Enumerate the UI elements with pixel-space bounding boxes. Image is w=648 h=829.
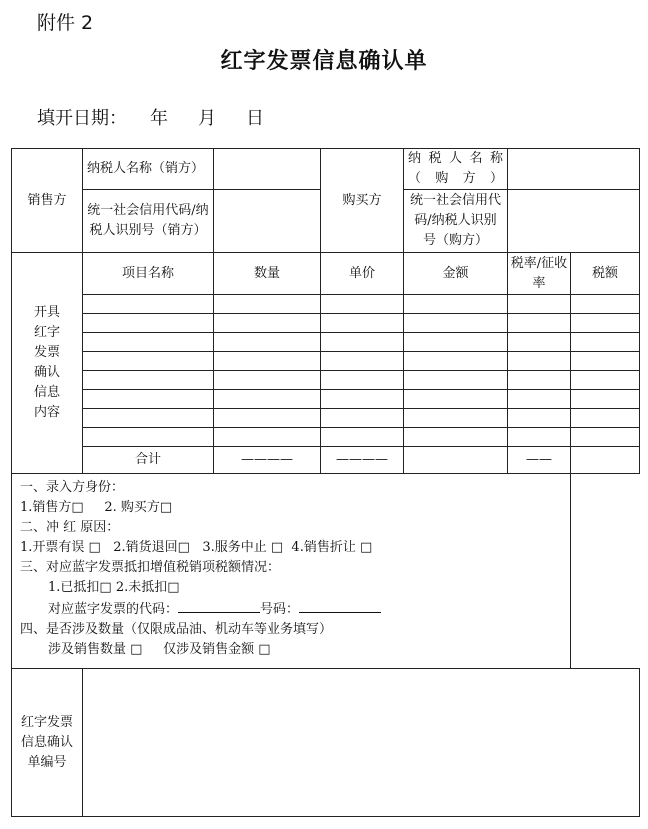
col-header-tax-amount: 税额 xyxy=(571,253,640,295)
item-cell[interactable] xyxy=(214,371,321,390)
item-cell[interactable] xyxy=(83,428,214,447)
reason-title: 二、冲 红 原因： xyxy=(20,520,120,535)
deduct-option-yes[interactable]: 1.已抵扣□ xyxy=(48,580,112,595)
reason-option-service-stop[interactable]: 3.服务中止 □ xyxy=(202,540,284,555)
item-cell[interactable] xyxy=(214,333,321,352)
col-header-tax-rate: 税率/征收率 xyxy=(508,253,571,295)
item-cell[interactable] xyxy=(83,314,214,333)
item-cell[interactable] xyxy=(571,314,640,333)
item-cell[interactable] xyxy=(214,409,321,428)
buyer-id-label: 统一社会信用代码/纳税人识别号（购方） xyxy=(404,190,508,253)
item-cell[interactable] xyxy=(83,295,214,314)
buyer-name-label: 纳 税 人 名 称（购方） xyxy=(404,149,508,190)
fill-date-label: 填开日期： xyxy=(37,108,127,129)
section-label-line: 内容 xyxy=(33,405,60,420)
item-cell[interactable] xyxy=(214,314,321,333)
table-row xyxy=(12,428,640,447)
item-cell[interactable] xyxy=(83,352,214,371)
red-invoice-form-table xyxy=(11,148,640,817)
total-row xyxy=(12,447,640,474)
item-cell[interactable] xyxy=(83,371,214,390)
fill-date-day: 日 xyxy=(246,108,264,129)
deduct-option-no[interactable]: 2.未抵扣□ xyxy=(115,580,180,595)
reason-option-return[interactable]: 2.销货退回□ xyxy=(113,540,190,555)
item-cell[interactable] xyxy=(571,295,640,314)
confirmation-number-label xyxy=(12,669,83,817)
blue-number-input[interactable] xyxy=(299,598,381,613)
total-label: 合计 xyxy=(83,447,214,474)
buyer-name-field[interactable] xyxy=(508,149,640,190)
col-header-amount: 金额 xyxy=(404,253,508,295)
item-cell[interactable] xyxy=(83,333,214,352)
item-cell[interactable] xyxy=(404,333,508,352)
seller-name-label: 纳税人名称（销方） xyxy=(83,149,214,190)
total-tax-field[interactable] xyxy=(571,447,640,474)
item-cell[interactable] xyxy=(321,409,404,428)
seller-label: 销售方 xyxy=(12,149,83,253)
col-header-unit-price: 单价 xyxy=(321,253,404,295)
blue-code-label: 对应蓝字发票的代码： xyxy=(48,602,179,617)
item-cell[interactable] xyxy=(321,295,404,314)
item-cell[interactable] xyxy=(214,428,321,447)
reason-option-error[interactable]: 1.开票有误 □ xyxy=(20,540,101,555)
total-amount-field[interactable] xyxy=(404,447,508,474)
confirmation-number-field[interactable] xyxy=(83,669,640,817)
quantity-title: 四、是否涉及数量（仅限成品油、机动车等业务填写） xyxy=(20,622,333,637)
confirmation-details xyxy=(12,474,571,669)
item-cell[interactable] xyxy=(404,409,508,428)
identity-option-seller[interactable]: 1.销售方□ xyxy=(20,500,84,515)
identity-title: 一、录入方身份： xyxy=(20,480,125,495)
seller-name-field[interactable] xyxy=(214,149,321,190)
section-label-line: 开具 xyxy=(33,305,60,320)
section-label-line: 信息 xyxy=(33,385,60,400)
blue-number-label: 号码： xyxy=(260,602,300,617)
fill-date-line xyxy=(37,104,294,130)
item-cell[interactable] xyxy=(404,390,508,409)
item-cell[interactable] xyxy=(508,428,571,447)
seller-id-label: 统一社会信用代码/纳税人识别号（销方） xyxy=(83,190,214,253)
item-cell[interactable] xyxy=(83,409,214,428)
buyer-label: 购买方 xyxy=(321,149,404,253)
item-cell[interactable] xyxy=(214,295,321,314)
table-row xyxy=(12,333,640,352)
quantity-option-amount[interactable]: 仅涉及销售金额 □ xyxy=(163,642,271,657)
fill-date-month: 月 xyxy=(198,108,216,129)
attachment-label: 附件 2 xyxy=(37,12,94,34)
number-label-line: 信息确认 xyxy=(20,734,73,750)
item-cell[interactable] xyxy=(508,390,571,409)
item-cell[interactable] xyxy=(321,314,404,333)
item-cell[interactable] xyxy=(508,333,571,352)
item-cell[interactable] xyxy=(404,314,508,333)
item-cell[interactable] xyxy=(508,352,571,371)
section-label-line: 发票 xyxy=(33,345,60,360)
item-cell[interactable] xyxy=(321,371,404,390)
form-title: 红字发票信息确认单 xyxy=(220,49,428,74)
item-cell[interactable] xyxy=(83,390,214,409)
item-cell[interactable] xyxy=(571,333,640,352)
table-row xyxy=(12,314,640,333)
item-cell[interactable] xyxy=(214,352,321,371)
item-cell[interactable] xyxy=(404,428,508,447)
number-label-line: 单编号 xyxy=(27,754,67,770)
item-cell[interactable] xyxy=(508,314,571,333)
item-cell[interactable] xyxy=(508,371,571,390)
section-label-line: 确认 xyxy=(33,365,60,380)
total-rate-dash: —— xyxy=(508,447,571,474)
item-cell[interactable] xyxy=(321,333,404,352)
item-cell[interactable] xyxy=(571,371,640,390)
content-section-label xyxy=(12,253,83,474)
blue-code-input[interactable] xyxy=(178,598,260,613)
item-cell[interactable] xyxy=(571,428,640,447)
item-cell[interactable] xyxy=(321,428,404,447)
table-row xyxy=(12,390,640,409)
number-label-line: 红字发票 xyxy=(20,714,73,730)
seller-id-field[interactable] xyxy=(214,190,321,253)
buyer-id-field[interactable] xyxy=(508,190,640,253)
item-cell[interactable] xyxy=(214,390,321,409)
deduct-title: 三、对应蓝字发票抵扣增值税销项税额情况： xyxy=(20,560,281,575)
quantity-option-qty[interactable]: 涉及销售数量 □ xyxy=(48,642,143,657)
reason-option-discount[interactable]: 4.销售折让 □ xyxy=(291,540,373,555)
table-row xyxy=(12,371,640,390)
table-row xyxy=(12,295,640,314)
total-price-dash: ———— xyxy=(321,447,404,474)
item-cell[interactable] xyxy=(321,390,404,409)
item-cell[interactable] xyxy=(571,352,640,371)
item-cell[interactable] xyxy=(404,371,508,390)
fill-date-year: 年 xyxy=(150,108,168,129)
section-label-line: 红字 xyxy=(33,325,60,340)
item-cell[interactable] xyxy=(404,295,508,314)
col-header-item-name: 项目名称 xyxy=(83,253,214,295)
table-row xyxy=(12,409,640,428)
item-cell[interactable] xyxy=(508,409,571,428)
item-cell[interactable] xyxy=(508,295,571,314)
item-cell[interactable] xyxy=(571,409,640,428)
item-cell[interactable] xyxy=(321,352,404,371)
total-quantity-dash: ———— xyxy=(214,447,321,474)
item-cell[interactable] xyxy=(571,390,640,409)
identity-option-buyer[interactable]: 2. 购买方□ xyxy=(104,500,173,515)
item-cell[interactable] xyxy=(404,352,508,371)
col-header-quantity: 数量 xyxy=(214,253,321,295)
table-row xyxy=(12,352,640,371)
